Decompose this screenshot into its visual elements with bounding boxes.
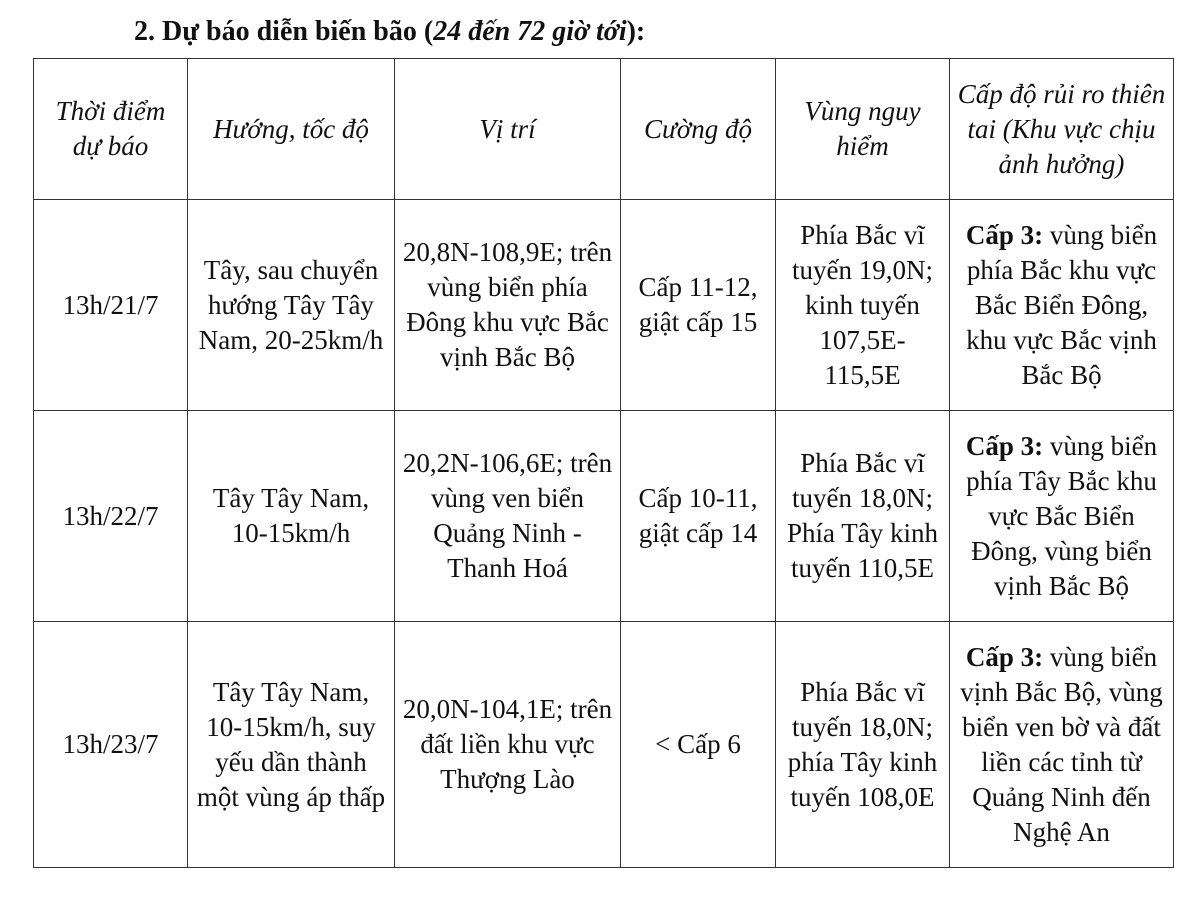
risk-area-text: vùng biển phía Bắc khu vực Bắc Biển Đông, khu vực Bắc vịnh Bắc Bộ: [966, 219, 1158, 390]
cell-forecast-time: 13h/23/7: [34, 622, 188, 868]
cell-danger-zone: Phía Bắc vĩ tuyến 19,0N; kinh tuyến 107,5E-115,5E: [776, 200, 950, 411]
risk-level-label: Cấp 3:: [965, 430, 1044, 461]
header-direction-speed: Hướng, tốc độ: [188, 59, 395, 200]
cell-position: 20,8N-108,9E; trên vùng biển phía Đông khu vực Bắc vịnh Bắc Bộ: [395, 200, 621, 411]
cell-danger-zone: Phía Bắc vĩ tuyến 18,0N; phía Tây kinh tuyến 108,0E: [776, 622, 950, 868]
cell-risk: [950, 411, 1174, 622]
storm-forecast-table: [33, 58, 1174, 868]
table-row: [34, 200, 1174, 411]
risk-area-text: vùng biển phía Tây Bắc khu vực Bắc Biển Đông, vùng biển vịnh Bắc Bộ: [966, 430, 1158, 601]
risk-level-label: Cấp 3:: [965, 641, 1044, 672]
cell-position: 20,0N-104,1E; trên đất liền khu vực Thượng Lào: [395, 622, 621, 868]
header-forecast-time: Thời điểm dự báo: [34, 59, 188, 200]
cell-direction-speed: Tây, sau chuyển hướng Tây Tây Nam, 20-25km/h: [188, 200, 395, 411]
cell-danger-zone: Phía Bắc vĩ tuyến 18,0N; Phía Tây kinh tuyến 110,5E: [776, 411, 950, 622]
header-intensity: Cường độ: [621, 59, 776, 200]
cell-position: 20,2N-106,6E; trên vùng ven biển Quảng Ninh - Thanh Hoá: [395, 411, 621, 622]
heading-suffix: ):: [626, 16, 646, 47]
cell-direction-speed: Tây Tây Nam, 10-15km/h, suy yếu dần thành một vùng áp thấp: [188, 622, 395, 868]
cell-forecast-time: 13h/22/7: [34, 411, 188, 622]
header-danger-zone: Vùng nguy hiểm: [776, 59, 950, 200]
risk-level-label: Cấp 3:: [965, 219, 1044, 250]
cell-risk: [950, 622, 1174, 868]
header-position: Vị trí: [395, 59, 621, 200]
table-row: [34, 411, 1174, 622]
section-heading: [134, 14, 645, 50]
cell-risk: [950, 200, 1174, 411]
header-risk-level: Cấp độ rủi ro thiên tai (Khu vực chịu ảnh hưởng): [950, 59, 1174, 200]
cell-intensity: Cấp 11-12, giật cấp 15: [621, 200, 776, 411]
cell-direction-speed: Tây Tây Nam, 10-15km/h: [188, 411, 395, 622]
heading-italic-range: 24 đến 72 giờ tới: [433, 16, 627, 47]
risk-area-text: vùng biển vịnh Bắc Bộ, vùng biển ven bờ và đất liền các tỉnh từ Quảng Ninh đến Nghệ An: [960, 641, 1163, 847]
cell-intensity: Cấp 10-11, giật cấp 14: [621, 411, 776, 622]
table-header-row: [34, 59, 1174, 200]
cell-intensity: < Cấp 6: [621, 622, 776, 868]
heading-prefix: 2. Dự báo diễn biến bão (: [134, 16, 434, 47]
cell-forecast-time: 13h/21/7: [34, 200, 188, 411]
table-row: [34, 622, 1174, 868]
